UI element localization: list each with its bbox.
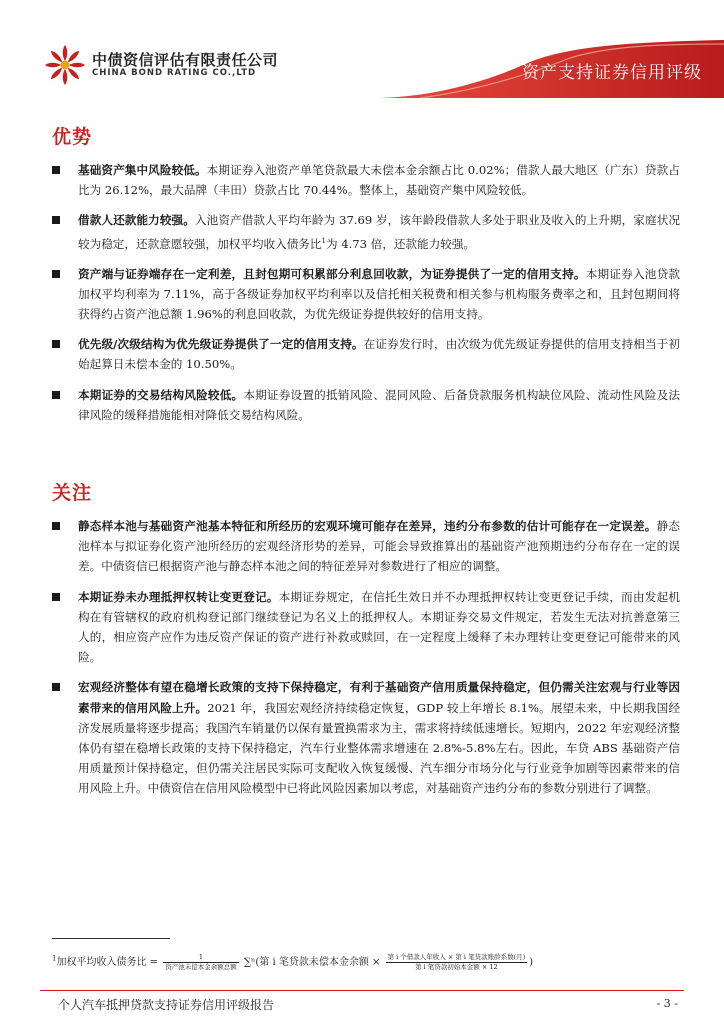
list-item	[48, 334, 680, 374]
page-number: - 3 -	[656, 997, 678, 1010]
bullet-square-icon	[52, 340, 60, 348]
page-header	[0, 0, 724, 110]
list-item	[48, 210, 680, 253]
item-body: 本期证券入池贷款加权平均利率为 7.11%，高于各级证券加权平均利率以及信托相关税费和相关参与机构服务费率之和，且封包期间将获得约占资产池总额 1.96%的利息回收款，为优先级证券提供较好的信用支持。	[78, 266, 680, 322]
bullet-square-icon	[52, 166, 60, 174]
bullet-square-icon	[52, 270, 60, 278]
item-lead: 借款人还款能力较强。	[78, 213, 195, 228]
footnote-ref: 1	[321, 236, 326, 245]
fraction-numerator: 第 i 个借款人年收入 × 第 i 笔贷款账龄系数(月)	[387, 953, 526, 961]
footnote-fraction-2	[386, 953, 528, 972]
bullet-square-icon	[52, 391, 60, 399]
list-item	[48, 264, 680, 325]
list-item	[48, 587, 680, 668]
fraction-denominator: 资产池未偿本金余额总额	[165, 963, 237, 971]
footnote-fraction-1	[163, 953, 239, 972]
item-body: 本期证券规定，在信托生效日并不办理抵押权转让变更登记手续，而由发起机构在有管辖权的政府机构登记部门继续登记为名义上的抵押权人。本期证券交易文件规定，若发生无法对抗善意第三人的，相应资产应作为违反资产保证的资产进行补救或赎回，在一定程度上缓释了未办理转让变更登记可能带来的风险。	[78, 589, 680, 665]
bullet-square-icon	[52, 522, 60, 530]
concerns-list	[48, 516, 680, 799]
company-name-en: CHINA BOND RATING CO.,LTD	[92, 68, 257, 78]
footer-report-title: 个人汽车抵押贷款支持证券信用评级报告	[58, 998, 275, 1012]
item-body: 2021 年，我国宏观经济持续稳定恢复，GDP 较上年增长 8.1%。展望未来，中长期我国经济发展质量将逐步提高；我国汽车销量仍以保有量置换需求为主，需求将持续低速增长。短期内，2022 年宏观经济整体仍有望在稳增长政策的支持下保持稳定，汽车行业整体需求增速在 2.8%-5.8%左右。因此，车贷 ABS 基础资产信用质量预计保持稳定，但仍需关注居民实际可支配收入恢复缓慢、汽车细分市场分化与行业竞争加剧等因素带来的信用风险上升。中债资信在信用风险模型中已将此风险因素加以考虑，对基础资产违约分布的参数分别进行了调整。	[78, 700, 680, 796]
item-lead: 宏观经济整体有望在稳增长政策的支持下保持稳定，有利于基础资产信用质量保持稳定，但仍需关注宏观与行业等因素带来的信用风险上升。	[78, 680, 680, 715]
item-lead: 资产端与证券端存在一定利差，且封包期可积累部分利息回收款，为证券提供了一定的信用支持。	[78, 266, 586, 281]
item-body: 入池资产借款人平均年龄为 37.69 岁，该年龄段借款人多处于职业及收入的上升期，家庭状况较为稳定，还款意愿较强，加权平均收入债务比	[78, 213, 680, 251]
item-body: 静态池样本与拟证券化资产池所经历的宏观经济形势的差异，可能会导致推算出的基础资产池预期违约分布存在一定的误差。中债资信已根据资产池与静态样本池之间的特征差异对参数进行了相应的调整。	[78, 519, 680, 574]
bullet-square-icon	[52, 216, 60, 224]
list-item	[48, 160, 680, 200]
footnote	[52, 953, 672, 983]
footnote-marker: 1	[52, 954, 57, 963]
item-lead: 本期证券未办理抵押权转让变更登记。	[78, 589, 279, 604]
item-lead: 静态样本池与基础资产池基本特征和所经历的宏观环境可能存在差异，违约分布参数的估计可能存在一定误差。	[78, 519, 657, 533]
footnote-divider	[52, 938, 170, 939]
fraction-denominator: 第 i 笔贷款初始本金额 × 12	[386, 962, 528, 972]
item-lead: 本期证券的交易结构风险较低。	[78, 387, 244, 402]
item-lead: 优先级/次级结构为优先级证券提供了一定的信用支持。	[78, 337, 364, 352]
list-item	[48, 385, 680, 425]
strengths-list	[48, 160, 680, 425]
footnote-close: )	[529, 957, 534, 968]
bullet-square-icon	[52, 683, 60, 691]
item-body: 本期证券设置的抵销风险、混同风险、后备贷款服务机构缺位风险、流动性风险及法律风险的缓释措施能相对降低交易结构风险。	[78, 387, 680, 422]
footnote-label: 加权平均收入债务比 =	[56, 957, 159, 968]
list-item	[48, 677, 680, 798]
item-body: 本期证券入池资产单笔贷款最大未偿本金余额占比 0.02%；借款人最大地区（广东）贷款占比为 26.12%，最大品牌（丰田）贷款占比 70.44%。整体上，基础资产集中风险较低。	[78, 163, 680, 198]
fraction-numerator: 1	[198, 953, 204, 961]
item-body: 在证券发行时，由次级为优先级证券提供的信用支持相当于初始起算日未偿本金的 10.50%。	[78, 337, 680, 372]
footnote-sum: ∑ⁿ(第 i 笔贷款未偿本金余额 ×	[243, 957, 381, 968]
section-title-strengths: 优势	[52, 126, 93, 148]
footer-divider	[40, 990, 684, 991]
report-category-label: 资产支持证券信用评级	[522, 63, 702, 83]
company-logo-icon	[44, 44, 86, 86]
section-title-concerns: 关注	[52, 482, 93, 504]
item-body-cont: 为 4.73 倍，还款能力较强。	[325, 236, 476, 251]
list-item	[48, 516, 680, 577]
item-lead: 基础资产集中风险较低。	[78, 163, 207, 177]
company-name-cn: 中债资信评估有限责任公司	[92, 51, 279, 69]
bullet-square-icon	[52, 593, 60, 601]
